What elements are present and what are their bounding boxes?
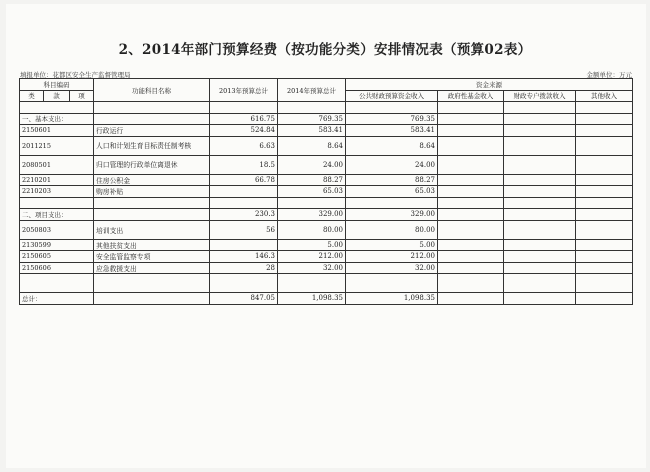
row-2014 xyxy=(278,274,346,293)
row-name: 培训支出 xyxy=(94,220,210,239)
row-2014: 65.03 xyxy=(278,186,346,198)
row-code: 2150606 xyxy=(20,262,94,274)
header-name: 功能科目名称 xyxy=(94,79,210,102)
header-other: 其他收入 xyxy=(576,90,633,102)
row-special xyxy=(504,136,576,155)
row-special xyxy=(504,209,576,221)
row-name: 购房补贴 xyxy=(94,186,210,198)
header-row-1 xyxy=(20,79,633,91)
row-2014: 5.00 xyxy=(278,239,346,251)
table-row xyxy=(20,174,633,186)
row-code: 2150605 xyxy=(20,251,94,263)
row-name: 住房公积金 xyxy=(94,174,210,186)
row-special xyxy=(504,155,576,174)
reporting-unit: 填报单位：花都区安全生产监督管理局 xyxy=(20,71,131,79)
amount-unit: 金额单位：万元 xyxy=(586,71,632,79)
row-2014: 8.64 xyxy=(278,136,346,155)
header-kuan: 款 xyxy=(44,90,70,102)
row-special xyxy=(504,262,576,274)
row-2014: 329.00 xyxy=(278,209,346,221)
row-special xyxy=(504,197,576,209)
header-lei: 类 xyxy=(20,90,44,102)
header-total-2013: 2013年预算总计 xyxy=(210,79,278,102)
row-2014: 32.00 xyxy=(278,262,346,274)
row-public: 212.00 xyxy=(346,251,438,263)
page-title: 2、2014年部门预算经费（按功能分类）安排情况表（预算02表） xyxy=(118,42,532,58)
row-other xyxy=(576,174,633,186)
header-xiang: 项 xyxy=(70,90,94,102)
row-code: 2011215 xyxy=(20,136,94,155)
row-2014: 583.41 xyxy=(278,125,346,137)
row-public: 1,098.35 xyxy=(346,293,438,305)
row-code: 2130599 xyxy=(20,239,94,251)
row-code: 2210203 xyxy=(20,186,94,198)
row-special xyxy=(504,239,576,251)
row-other xyxy=(576,197,633,209)
row-name: 归口管理的行政单位离退休 xyxy=(94,155,210,174)
row-public: 80.00 xyxy=(346,220,438,239)
row-govfund xyxy=(438,174,504,186)
row-2013: 616.75 xyxy=(210,113,278,125)
table-row-total xyxy=(20,293,633,305)
row-govfund xyxy=(438,125,504,137)
row-govfund xyxy=(438,136,504,155)
row-code xyxy=(20,274,94,293)
row-govfund xyxy=(438,197,504,209)
row-govfund xyxy=(438,209,504,221)
row-name xyxy=(94,209,210,221)
table-row xyxy=(20,155,633,174)
row-govfund xyxy=(438,274,504,293)
row-code: 2080501 xyxy=(20,155,94,174)
row-2014: 1,098.35 xyxy=(278,293,346,305)
row-2013 xyxy=(210,102,278,114)
row-public: 65.03 xyxy=(346,186,438,198)
row-code xyxy=(20,102,94,114)
row-govfund xyxy=(438,251,504,263)
row-special xyxy=(504,102,576,114)
row-special xyxy=(504,113,576,125)
row-public: 583.41 xyxy=(346,125,438,137)
row-special xyxy=(504,220,576,239)
row-2014: 769.35 xyxy=(278,113,346,125)
row-2014 xyxy=(278,197,346,209)
row-name xyxy=(94,274,210,293)
row-public: 329.00 xyxy=(346,209,438,221)
header-total-2014: 2014年预算总计 xyxy=(278,79,346,102)
table-row xyxy=(20,239,633,251)
header-special: 财政专户拨款收入 xyxy=(504,90,576,102)
row-name xyxy=(94,102,210,114)
row-2013: 66.78 xyxy=(210,174,278,186)
row-other xyxy=(576,274,633,293)
row-code: 2210201 xyxy=(20,174,94,186)
row-2013: 847.05 xyxy=(210,293,278,305)
row-govfund xyxy=(438,113,504,125)
row-other xyxy=(576,239,633,251)
row-2013 xyxy=(210,186,278,198)
table-row xyxy=(20,186,633,198)
row-other xyxy=(576,113,633,125)
row-govfund xyxy=(438,262,504,274)
row-special xyxy=(504,293,576,305)
row-2013: 146.3 xyxy=(210,251,278,263)
table-row xyxy=(20,113,633,125)
row-special xyxy=(504,274,576,293)
row-2013: 56 xyxy=(210,220,278,239)
table-row xyxy=(20,274,633,293)
row-special xyxy=(504,186,576,198)
row-code: 二、项目支出： xyxy=(20,209,94,221)
row-2013 xyxy=(210,197,278,209)
table-row xyxy=(20,251,633,263)
row-name: 应急救援支出 xyxy=(94,262,210,274)
header-public-budget: 公共财政预算资金收入 xyxy=(346,90,438,102)
row-govfund xyxy=(438,293,504,305)
table-row xyxy=(20,102,633,114)
row-special xyxy=(504,251,576,263)
row-other xyxy=(576,262,633,274)
row-name xyxy=(94,293,210,305)
row-2014: 88.27 xyxy=(278,174,346,186)
row-2013 xyxy=(210,274,278,293)
row-public: 32.00 xyxy=(346,262,438,274)
row-name: 其他扶贫支出 xyxy=(94,239,210,251)
row-govfund xyxy=(438,239,504,251)
row-public: 24.00 xyxy=(346,155,438,174)
row-other xyxy=(576,251,633,263)
row-name xyxy=(94,197,210,209)
table-row xyxy=(20,209,633,221)
row-public xyxy=(346,274,438,293)
row-other xyxy=(576,186,633,198)
row-code: 2150601 xyxy=(20,125,94,137)
table-row xyxy=(20,125,633,137)
header-govfund: 政府性基金收入 xyxy=(438,90,504,102)
row-2013: 524.84 xyxy=(210,125,278,137)
budget-table xyxy=(19,78,633,305)
row-2013: 6.63 xyxy=(210,136,278,155)
row-code: 总计： xyxy=(20,293,94,305)
row-public: 769.35 xyxy=(346,113,438,125)
row-2014: 80.00 xyxy=(278,220,346,239)
row-public xyxy=(346,102,438,114)
table-row xyxy=(20,136,633,155)
row-name: 人口和计划生育目标责任制考核 xyxy=(94,136,210,155)
row-2013: 28 xyxy=(210,262,278,274)
row-public: 88.27 xyxy=(346,174,438,186)
header-funding-source: 资金来源 xyxy=(346,79,633,91)
row-other xyxy=(576,220,633,239)
row-code: 2050803 xyxy=(20,220,94,239)
row-other xyxy=(576,293,633,305)
row-other xyxy=(576,125,633,137)
row-govfund xyxy=(438,155,504,174)
row-govfund xyxy=(438,102,504,114)
row-2013: 18.5 xyxy=(210,155,278,174)
row-other xyxy=(576,136,633,155)
row-2013: 230.3 xyxy=(210,209,278,221)
row-name xyxy=(94,113,210,125)
row-name: 行政运行 xyxy=(94,125,210,137)
table-row xyxy=(20,197,633,209)
row-code xyxy=(20,197,94,209)
row-public: 8.64 xyxy=(346,136,438,155)
row-code: 一、基本支出： xyxy=(20,113,94,125)
row-public: 5.00 xyxy=(346,239,438,251)
row-special xyxy=(504,125,576,137)
row-2014: 212.00 xyxy=(278,251,346,263)
row-name: 安全监管监察专项 xyxy=(94,251,210,263)
row-2014: 24.00 xyxy=(278,155,346,174)
row-special xyxy=(504,174,576,186)
row-other xyxy=(576,102,633,114)
row-other xyxy=(576,155,633,174)
table-row xyxy=(20,262,633,274)
row-govfund xyxy=(438,220,504,239)
row-2014 xyxy=(278,102,346,114)
table-row xyxy=(20,220,633,239)
header-subject-code: 科目编码 xyxy=(20,79,94,91)
row-public xyxy=(346,197,438,209)
row-2013 xyxy=(210,239,278,251)
row-other xyxy=(576,209,633,221)
row-govfund xyxy=(438,186,504,198)
